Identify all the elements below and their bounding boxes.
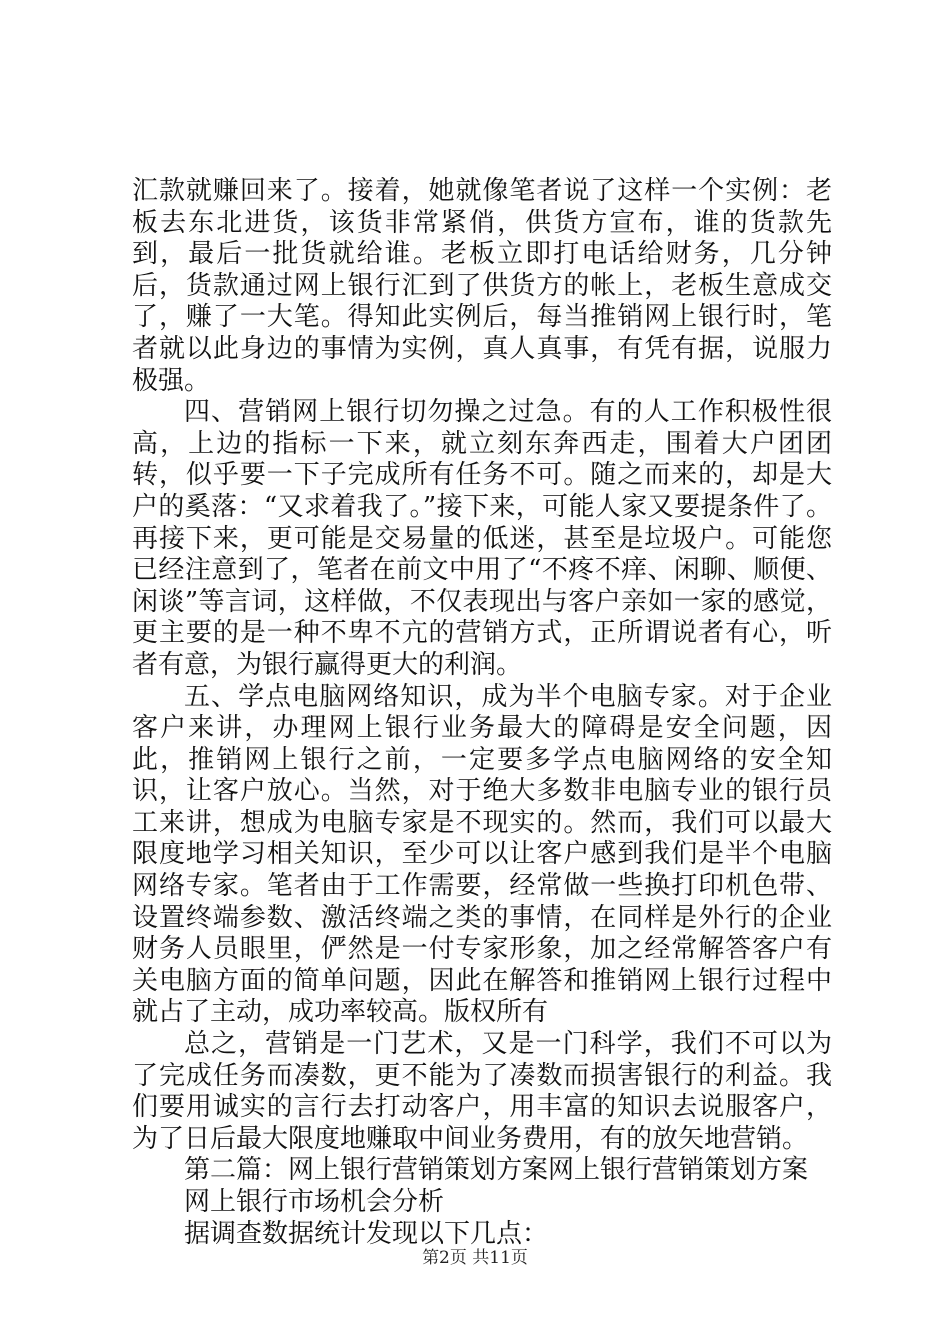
- paragraph-continuation: 汇款就赚回来了。接着，她就像笔者说了这样一个实例：老板去东北进货，该货非常紧俏，供货方宣布，谁的货款先到，最后一批货就给谁。老板立即打电话给财务，几分钟后，货款通过网上银行汇到了供货方的帐上，老板生意成交了，赚了一大笔。得知此实例后，每当推销网上银行时，笔者就以此身边的事情为实例，真人真事，有凭有据，说服力极强。: [132, 176, 832, 396]
- page-number-footer: 第2页 共11页: [422, 1248, 528, 1268]
- paragraph-section-four: 四、营销网上银行切勿操之过急。有的人工作积极性很高，上边的指标一下来，就立刻东奔西走，围着大户团团转，似乎要一下子完成所有任务不可。随之而来的，却是大户的奚落：“又求着我了。”接下来，可能人家又要提条件了。再接下来，更可能是交易量的低迷，甚至是垃圾户。可能您已经注意到了，笔者在前文中用了“不疼不痒、闲聊、顺便、闲谈”等言词，这样做，不仅表现出与客户亲如一家的感觉，更主要的是一种不卑不亢的营销方式，正所谓说者有心，听者有意，为银行赢得更大的利润。: [132, 397, 832, 680]
- paragraph-section-five: 五、学点电脑网络知识，成为半个电脑专家。对于企业客户来讲，办理网上银行业务最大的障碍是安全问题，因此，推销网上银行之前，一定要多学点电脑网络的安全知识，让客户放心。当然，对于绝大多数非电脑专业的银行员工来讲，想成为电脑专家是不现实的。然而，我们可以最大限度地学习相关知识，至少可以让客户感到我们是半个电脑网络专家。笔者由于工作需要，经常做一些换打印机色带、设置终端参数、激活终端之类的事情，在同样是外行的企业财务人员眼里，俨然是一付专家形象，加之经常解答客户有关电脑方面的简单问题，因此在解答和推销网上银行过程中就占了主动，成功率较高。版权所有: [132, 681, 832, 1028]
- chapter-heading: 第二篇：网上银行营销策划方案网上银行营销策划方案: [184, 1155, 809, 1186]
- document-body: [132, 176, 832, 1250]
- section-heading: 网上银行市场机会分析: [184, 1187, 445, 1217]
- paragraph-survey-intro: 据调查数据统计发现以下几点：: [184, 1218, 549, 1249]
- paragraph-conclusion: 总之，营销是一门艺术，又是一门科学，我们不可以为了完成任务而凑数，更不能为了凑数而损害银行的利益。我们要用诚实的言行去打动客户，用丰富的知识去说服客户，为了日后最大限度地赚取中间业务费用，有的放矢地营销。: [132, 1029, 832, 1154]
